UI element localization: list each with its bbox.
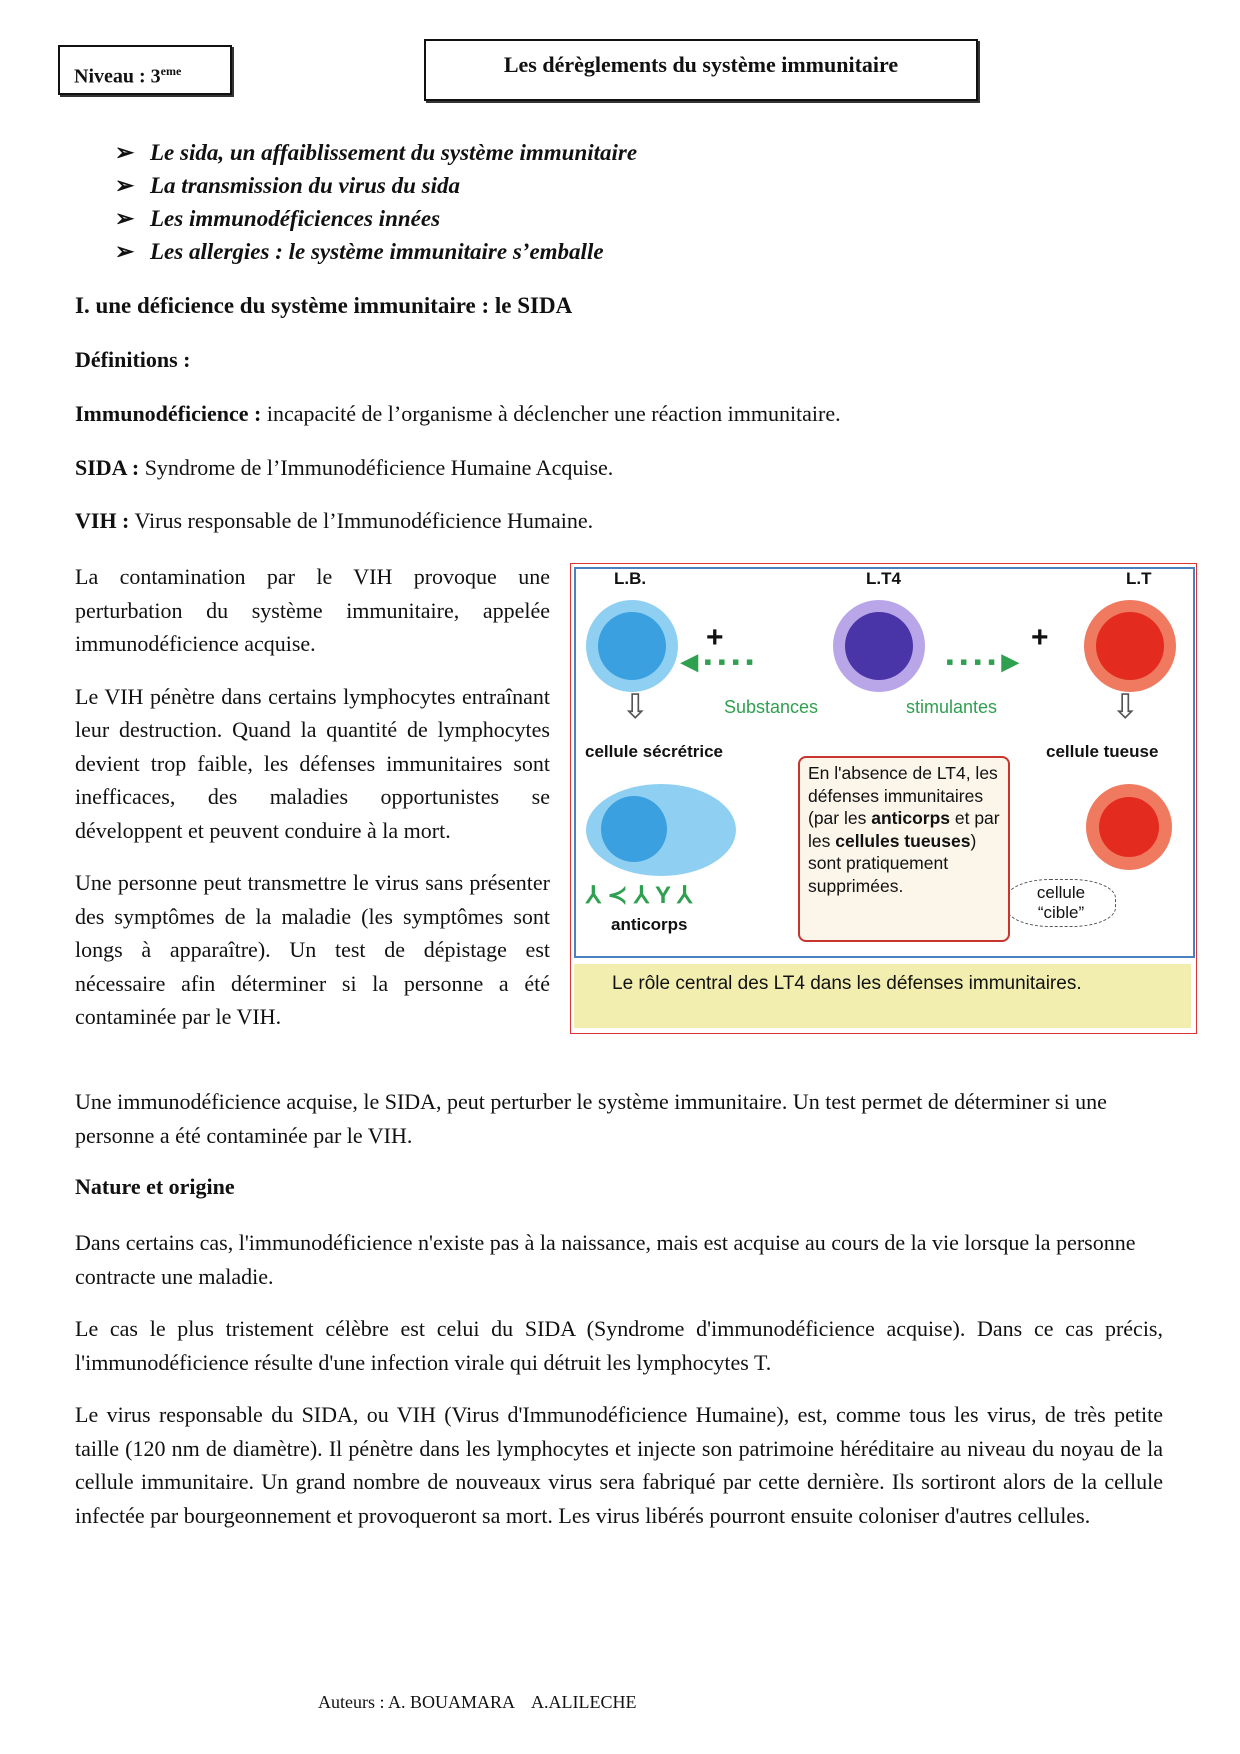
bullet-item: ➢ Les immunodéficiences innées: [115, 206, 441, 231]
document-title: Les dérèglements du système immunitaire: [424, 39, 978, 101]
nature-section: [75, 1226, 1163, 1532]
stimulantes-label: stimulantes: [906, 697, 998, 717]
paragraph: Dans certains cas, l'immunodéficience n'existe pas à la naissance, mais est acquise au cours de la vie lorsque la personne contracte une maladie.: [75, 1230, 1136, 1289]
plus-sign: +: [1031, 621, 1049, 654]
lymphocyte-diagram: [570, 563, 1197, 1034]
definition: SIDA : Syndrome de l’Immunodéficience Humaine Acquise.: [75, 455, 614, 480]
left-column: [75, 560, 550, 1034]
level-label: Niveau : 3: [74, 65, 161, 88]
lb-label: L.B.: [614, 569, 647, 588]
nature-heading: Nature et origine: [75, 1174, 235, 1199]
diagram-caption: Le rôle central des LT4 dans les défenses immunitaires.: [574, 964, 1191, 1028]
lt-cell: [1084, 600, 1176, 692]
paragraph: La contamination par le VIH provoque une perturbation du système immunitaire, appelée immunodéficience acquise.: [75, 564, 550, 656]
lt4-cell: [833, 600, 925, 692]
lb-cell: [586, 600, 678, 692]
anticorps-label: anticorps: [611, 915, 688, 934]
secretrice-label: cellule sécrétrice: [585, 742, 723, 761]
green-arrow-left-icon: ◀ ▪ ▪ ▪ ▪: [681, 649, 754, 674]
definition: VIH : Virus responsable de l’Immunodéficience Humaine.: [75, 508, 594, 533]
target-cell: cellule “cible”: [1006, 879, 1116, 927]
lt4-label: L.T4: [866, 569, 901, 588]
secretory-cell: [586, 784, 736, 876]
section-heading: I. une déficience du système immunitaire : le SIDA: [75, 293, 573, 318]
paragraph: Le cas le plus tristement célèbre est celui du SIDA (Syndrome d'immunodéficience acquise). Dans ce cas précis, l'immunodéficience résulte d'une infection virale qui détruit les lymphocytes T.: [75, 1316, 1163, 1375]
bullet-item: ➢ Le sida, un affaiblissement du système immunitaire: [115, 140, 638, 165]
plus-sign: +: [706, 621, 724, 654]
paragraph: Le virus responsable du SIDA, ou VIH (Virus d'Immunodéficience Humaine), est, comme tous les virus, de très petite taille (120 nm de diamètre). Il pénètre dans les lymphocytes et injecte son patrimoine héréditaire au niveau du noyau de la cellule immunitaire. Un grand nombre de nouveaux virus sera fabriqué par cette dernière. Ils sortiront alors de la cellule infectée par bourgeonnement et provoqueront sa mort. Les virus libérés pourront ensuite coloniser d'autres cellules.: [75, 1402, 1163, 1528]
down-arrow-icon: ⇩: [621, 688, 650, 726]
footer-authors: Auteurs : A. BOUAMARA A.ALILECHE: [318, 1692, 637, 1712]
level-box: [58, 45, 232, 95]
lt-label: L.T: [1126, 569, 1152, 588]
definition: Immunodéficience : incapacité de l’organisme à déclencher une réaction immunitaire.: [75, 401, 841, 426]
substances-label: Substances: [724, 697, 819, 717]
definitions-heading: Définitions :: [75, 347, 191, 372]
killer-cell: [1086, 784, 1172, 870]
tueuse-label: cellule tueuse: [1046, 742, 1159, 761]
bullet-item: ➢ La transmission du virus du sida: [115, 173, 460, 198]
antibodies-icon: ⅄ ≺ ⅄ Y ⅄: [586, 882, 692, 909]
lt4-absence-box: En l'absence de LT4, les défenses immunitaires (par les anticorps et par les cellules tueuses) sont pratiquement supprimées.: [798, 756, 1010, 942]
summary: Une immunodéficience acquise, le SIDA, peut perturber le système immunitaire. Un test permet de déterminer si une personne a été contaminée par le VIH.: [75, 1089, 1107, 1148]
paragraph: Une personne peut transmettre le virus sans présenter des symptômes de la maladie (les symptômes sont longs à apparaître). Un test de dépistage est nécessaire afin déterminer si la personne a été contaminée par le VIH.: [75, 870, 550, 1029]
level-sup: eme: [160, 64, 182, 78]
down-arrow-icon: ⇩: [1111, 688, 1140, 726]
bullet-item: ➢ Les allergies : le système immunitaire s’emballe: [115, 239, 604, 264]
green-arrow-right-icon: ▪ ▪ ▪ ▪ ▶: [946, 649, 1019, 674]
paragraph: Le VIH pénètre dans certains lymphocytes entraînant leur destruction. Quand la quantité de lymphocytes devient trop faible, les défenses immunitaires sont inefficaces, des maladies opportunistes se développent et peuvent conduire à la mort.: [75, 683, 550, 843]
